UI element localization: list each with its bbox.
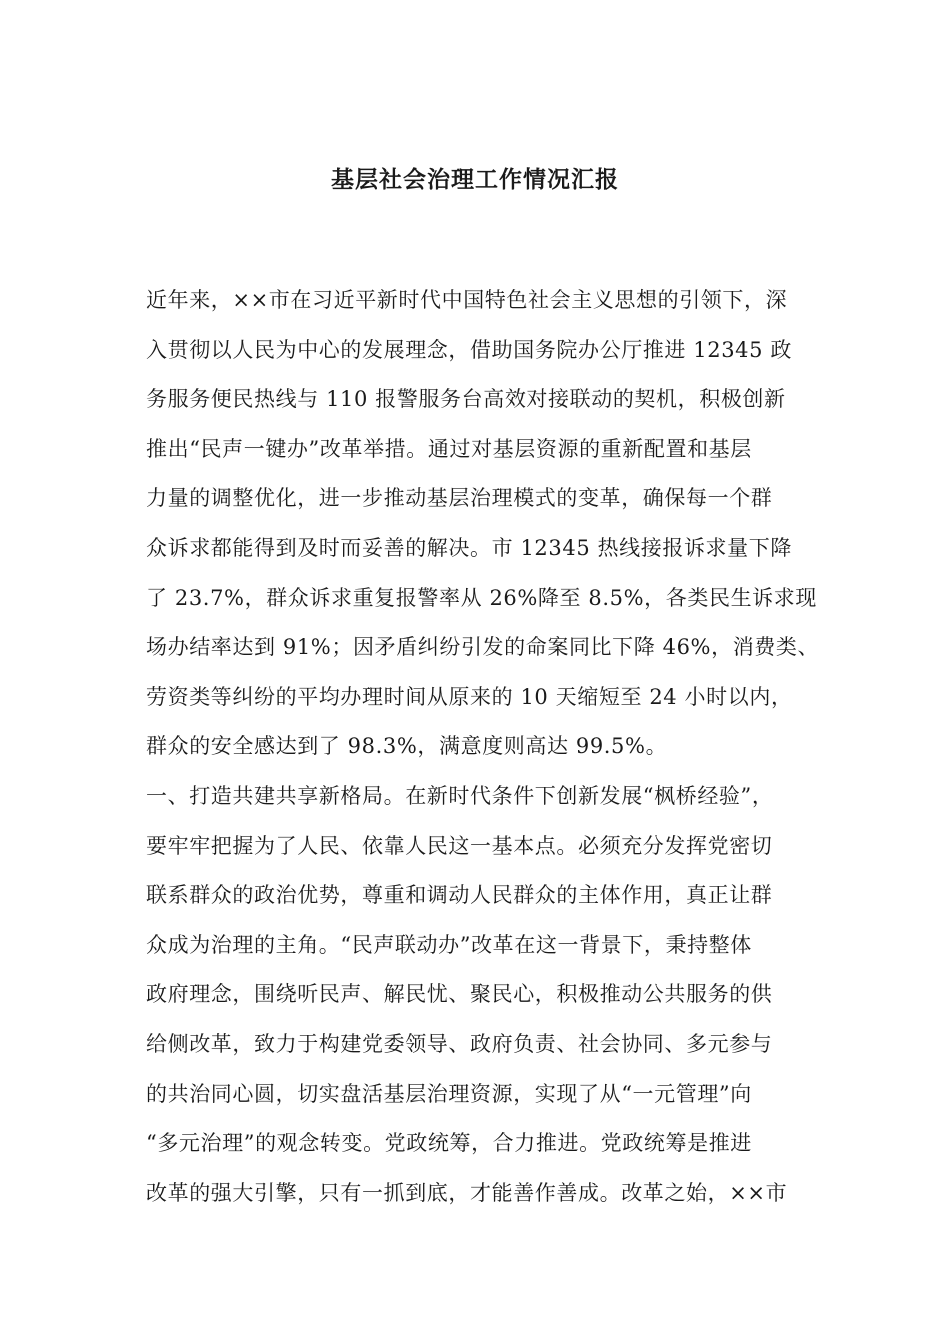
body-line: 要牢牢把握为了人民、依靠人民这一基本点。必须充分发挥党密切 bbox=[146, 833, 773, 858]
body-line: 劳资类等纠纷的平均办理时间从原来的 10 天缩短至 24 小时以内， bbox=[146, 684, 793, 709]
body-line: 入贯彻以人民为中心的发展理念，借助国务院办公厅推进 12345 政 bbox=[146, 337, 792, 362]
body-line: 联系群众的政治优势，尊重和调动人民群众的主体作用，真正让群 bbox=[146, 883, 773, 908]
body-line: 场办结率达到 91%；因矛盾纠纷引发的命案同比下降 46%，消费类、 bbox=[146, 635, 820, 660]
document-title: 基层社会治理工作情况汇报 bbox=[331, 166, 619, 193]
body-line: 的共治同心圆，切实盘活基层治理资源，实现了从“一元管理”向 bbox=[146, 1081, 752, 1106]
body-line: 了 23.7%，群众诉求重复报警率从 26%降至 8.5%，各类民生诉求现 bbox=[146, 585, 817, 610]
body-line: 众诉求都能得到及时而妥善的解决。市 12345 热线接报诉求量下降 bbox=[146, 535, 792, 560]
body-line: 务服务便民热线与 110 报警服务台高效对接联动的契机，积极创新 bbox=[146, 387, 786, 412]
body-line: 力量的调整优化，进一步推动基层治理模式的变革，确保每一个群 bbox=[146, 486, 773, 511]
body-line: 近年来，××市在习近平新时代中国特色社会主义思想的引领下，深 bbox=[146, 288, 788, 312]
body-line: 推出“民声一键办”改革举措。通过对基层资源的重新配置和基层 bbox=[146, 436, 752, 461]
document-body bbox=[146, 276, 826, 1218]
body-line: 给侧改革，致力于构建党委领导、政府负责、社会协同、多元参与 bbox=[146, 1031, 773, 1056]
body-line: 政府理念，围绕听民声、解民忧、聚民心，积极推动公共服务的供 bbox=[146, 982, 773, 1007]
body-line: “多元治理”的观念转变。党政统筹，合力推进。党政统筹是推进 bbox=[146, 1131, 752, 1156]
body-line: 众成为治理的主角。“民声联动办”改革在这一背景下，秉持整体 bbox=[146, 932, 752, 957]
body-line: 改革的强大引擎，只有一抓到底，才能善作善成。改革之始，××市 bbox=[146, 1180, 788, 1205]
body-line: 群众的安全感达到了 98.3%，满意度则高达 99.5%。 bbox=[146, 734, 668, 759]
section-heading-line: 一、打造共建共享新格局。在新时代条件下创新发展“枫桥经验”， bbox=[146, 783, 774, 808]
